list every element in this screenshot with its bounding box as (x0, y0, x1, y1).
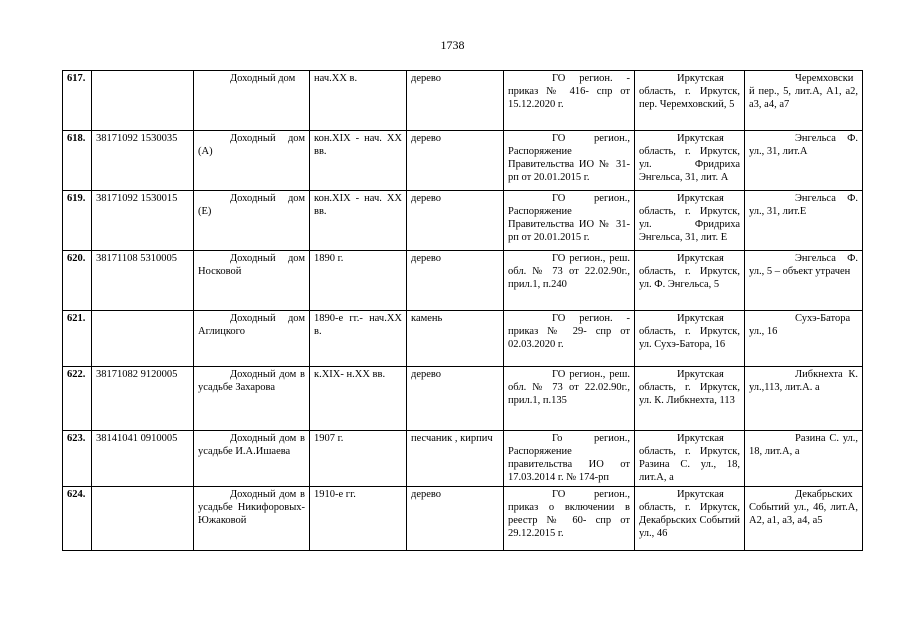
page-number: 1738 (440, 38, 465, 52)
object-note: Черемховский пер., 5, лит.А, А1, а2, а3, а4, а7 (745, 71, 863, 131)
protection-document: Го регион., Распоряжение правительства ИО от 17.03.2014 г. № 174-рп (504, 431, 635, 487)
registry-code (92, 71, 194, 131)
object-name: Доходный дом в усадьбе Никифоровых-Южаковой (194, 487, 310, 551)
table-row (63, 191, 863, 251)
object-date: 1890-е гг.- нач.XX в. (310, 311, 407, 367)
table-row (63, 431, 863, 487)
protection-document: ГО регион. - приказ № 29- спр от 02.03.2020 г. (504, 311, 635, 367)
protection-document: ГО регион., реш. обл. № 73 от 22.02.90г., прил.1, п.135 (504, 367, 635, 431)
row-number: 620. (63, 251, 92, 311)
row-number: 622. (63, 367, 92, 431)
object-material: дерево (407, 251, 504, 311)
table-row (63, 131, 863, 191)
registry-code: 38171092 1530015 (92, 191, 194, 251)
protection-document: ГО регион., Распоряжение Правительства ИО № 31-рп от 20.01.2015 г. (504, 191, 635, 251)
object-note: Сухэ-Батора ул., 16 (745, 311, 863, 367)
object-material: дерево (407, 487, 504, 551)
object-address: Иркутская область, г. Иркутск, ул. Фридриха Энгельса, 31, лит. Е (635, 191, 745, 251)
row-number: 621. (63, 311, 92, 367)
row-number: 624. (63, 487, 92, 551)
object-material: камень (407, 311, 504, 367)
object-date: кон.XIX - нач. XX вв. (310, 191, 407, 251)
row-number: 619. (63, 191, 92, 251)
object-note: Энгельса Ф. ул., 5 – объект утрачен (745, 251, 863, 311)
object-note: Декабрьских Событий ул., 46, лит.А, А2, а1, а3, а4, а5 (745, 487, 863, 551)
registry-code: 38171082 9120005 (92, 367, 194, 431)
protection-document: ГО регион., Распоряжение Правительства ИО № 31-рп от 20.01.2015 г. (504, 131, 635, 191)
row-number: 623. (63, 431, 92, 487)
object-material: дерево (407, 71, 504, 131)
object-note: Либкнехта К. ул.,113, лит.А. а (745, 367, 863, 431)
object-date: нач.XX в. (310, 71, 407, 131)
row-number: 618. (63, 131, 92, 191)
object-name: Доходный дом Аглицкого (194, 311, 310, 367)
heritage-registry-table (62, 70, 863, 551)
object-name: Доходный дом в усадьбе Захарова (194, 367, 310, 431)
object-address: Иркутская область, г. Иркутск, пер. Черемховский, 5 (635, 71, 745, 131)
object-address: Иркутская область, г. Иркутск, Разина С. ул., 18, лит.А, а (635, 431, 745, 487)
object-address: Иркутская область, г. Иркутск, ул. К. Либкнехта, 113 (635, 367, 745, 431)
table-row (63, 311, 863, 367)
object-address: Иркутская область, г. Иркутск, ул. Ф. Энгельса, 5 (635, 251, 745, 311)
object-material: дерево (407, 367, 504, 431)
table-row (63, 71, 863, 131)
object-address: Иркутская область, г. Иркутск, ул. Сухэ-Батора, 16 (635, 311, 745, 367)
object-name: Доходный дом (194, 71, 310, 131)
object-name: Доходный дом в усадьбе И.А.Ишаева (194, 431, 310, 487)
protection-document: ГО регион. - приказ № 416- спр от 15.12.2020 г. (504, 71, 635, 131)
object-name: Доходный дом (А) (194, 131, 310, 191)
row-number: 617. (63, 71, 92, 131)
object-material: песчаник , кирпич (407, 431, 504, 487)
table-row (63, 367, 863, 431)
object-name: Доходный дом (Е) (194, 191, 310, 251)
object-date: 1890 г. (310, 251, 407, 311)
object-note: Энгельса Ф. ул., 31, лит.Е (745, 191, 863, 251)
object-material: дерево (407, 191, 504, 251)
object-note: Энгельса Ф. ул., 31, лит.А (745, 131, 863, 191)
registry-code: 38171092 1530035 (92, 131, 194, 191)
registry-code: 38171108 5310005 (92, 251, 194, 311)
object-date: 1910-е гг. (310, 487, 407, 551)
protection-document: ГО регион., реш. обл. № 73 от 22.02.90г., прил.1, п.240 (504, 251, 635, 311)
table-row (63, 251, 863, 311)
registry-code (92, 487, 194, 551)
object-date: 1907 г. (310, 431, 407, 487)
object-date: к.XIX- н.XX вв. (310, 367, 407, 431)
registry-code (92, 311, 194, 367)
registry-code: 38141041 0910005 (92, 431, 194, 487)
object-date: кон.XIX - нач. XX вв. (310, 131, 407, 191)
object-name: Доходный дом Носковой (194, 251, 310, 311)
object-note: Разина С. ул., 18, лит.А, а (745, 431, 863, 487)
object-address: Иркутская область, г. Иркутск, Декабрьских Событий ул., 46 (635, 487, 745, 551)
table-row (63, 487, 863, 551)
protection-document: ГО регион., приказ о включении в реестр № 60- спр от 29.12.2015 г. (504, 487, 635, 551)
object-address: Иркутская область, г. Иркутск, ул. Фридриха Энгельса, 31, лит. А (635, 131, 745, 191)
object-material: дерево (407, 131, 504, 191)
